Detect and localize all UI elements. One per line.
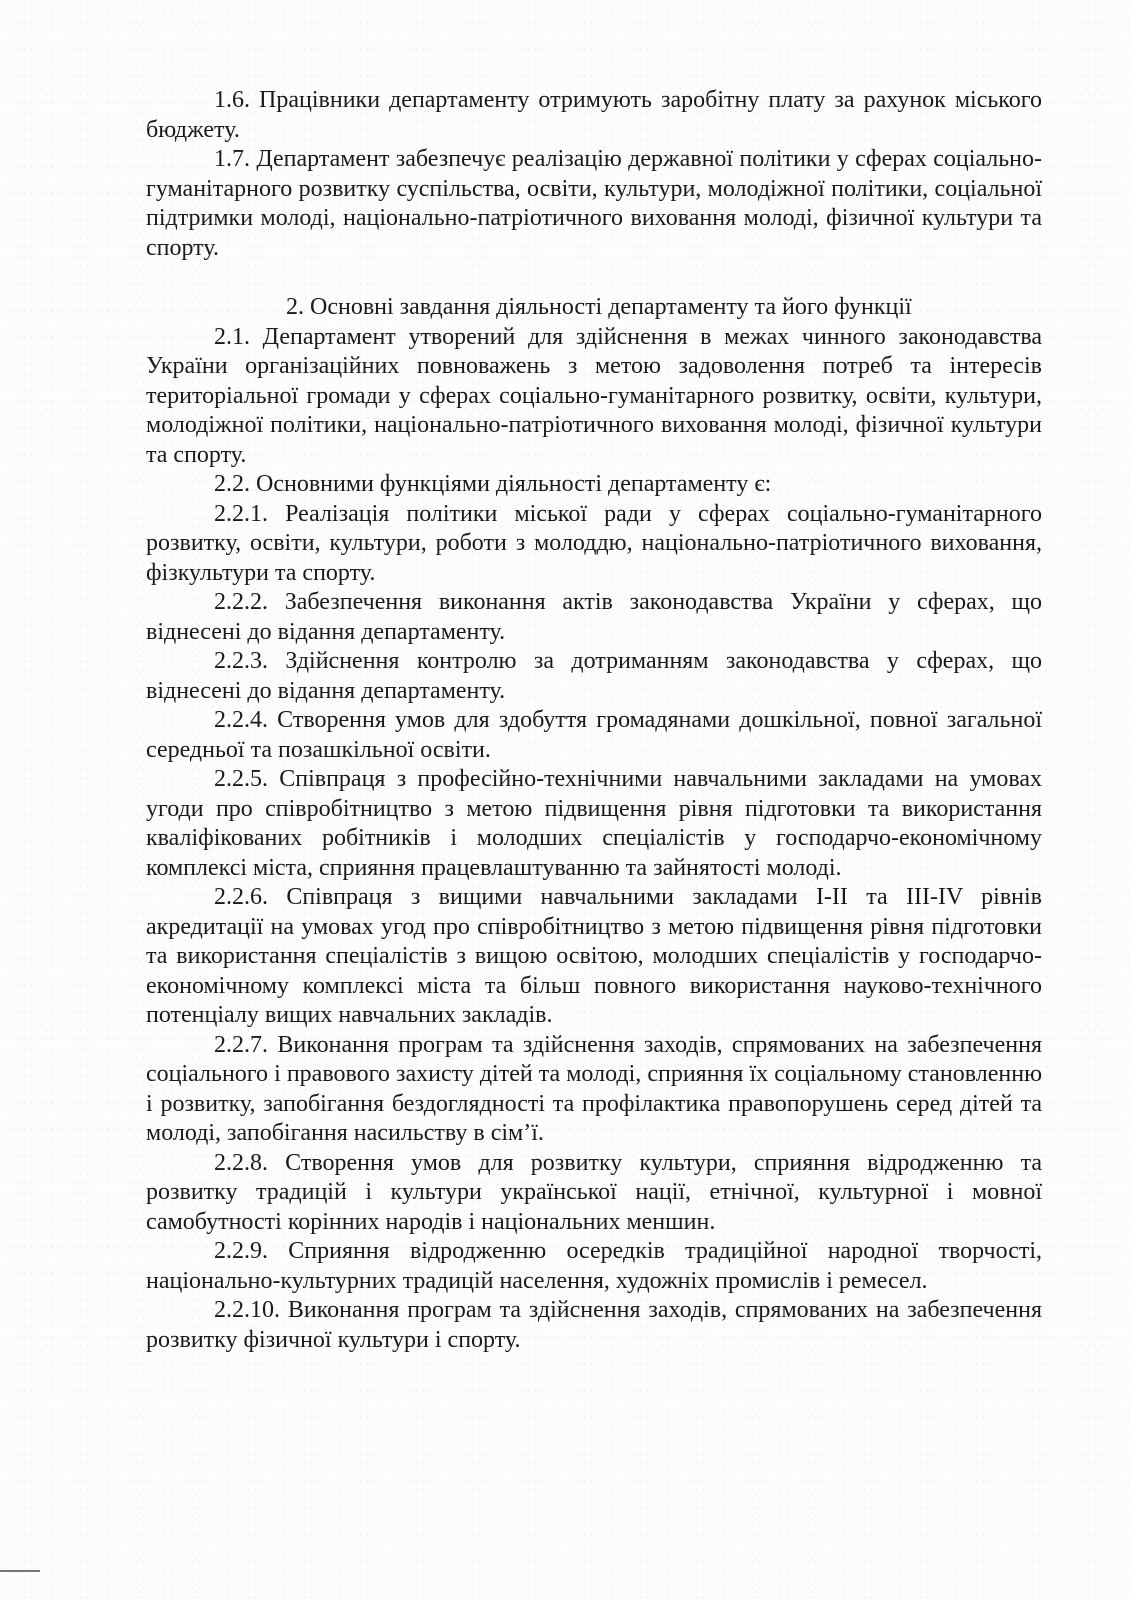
paragraph-2-2-5: 2.2.5. Співпраця з професійно-технічними навчальними закладами на умовах угоди про співробітництво з метою підвищення рівня підготовки та використання кваліфікованих робітників і молодших спеціалістів у господарчо-економічному комплексі міста, сприяння працевлаштуванню та зайнятості молоді. xyxy=(146,766,1042,881)
section-heading: 2. Основні завдання діяльності департаменту та його функції xyxy=(286,294,912,320)
paragraph-2-2-6: 2.2.6. Співпраця з вищими навчальними закладами І-ІІ та ІІІ-ІV рівнів акредитації на умовах угод про співробітництво з метою підвищення рівня підготовки та використання спеціалістів з вищою освітою, молодших спеціалістів у господарчо-економічному комплексі міста та більш повного використання науково-технічного потенціалу вищих навчальних закладів. xyxy=(146,884,1042,1028)
paragraph-2-2-3: 2.2.3. Здійснення контролю за дотриманням законодавства у сферах, що віднесені до відання департаменту. xyxy=(146,648,1042,704)
paragraph-2-2-8: 2.2.8. Створення умов для розвитку культури, сприяння відродженню та розвитку традицій і культури української нації, етнічної, культурної і мовної самобутності корінних народів і національних меншин. xyxy=(146,1149,1042,1235)
paragraph-2-2-7: 2.2.7. Виконання програм та здійснення заходів, спрямованих на забезпечення соціального і правового захисту дітей та молоді, сприяння їх соціальному становленню і розвитку, запобігання бездоглядності та профілактика правопорушень серед дітей та молоді, запобігання насильству в сім’ї. xyxy=(146,1031,1042,1146)
paragraph-2-2-2: 2.2.2. Забезпечення виконання актів законодавства України у сферах, що віднесені до відання департаменту. xyxy=(146,589,1042,645)
paragraph-2-2-4: 2.2.4. Створення умов для здобуття громадянами дошкільної, повної загальної середньої та позашкільної освіти. xyxy=(146,707,1042,763)
paragraph-1-7: 1.7. Департамент забезпечує реалізацію державної політики у сферах соціально-гуманітарного розвитку суспільства, освіти, культури, молодіжної політики, соціальної підтримки молоді, національно-патріотичного виховання молоді, фізичної культури та спорту. xyxy=(146,146,1042,261)
paragraph-2-2-9: 2.2.9. Сприяння відродженню осередків традиційної народної творчості, національно-культурних традицій населення, художніх промислів і ремесел. xyxy=(146,1238,1042,1294)
paragraph-2-1: 2.1. Департамент утворений для здійснення в межах чинного законодавства України організаційних повноважень з метою задоволення потреб та інтересів територіальної громади у сферах соціально-гуманітарного розвитку, освіти, культури, молодіжної політики, національно-патріотичного виховання молоді, фізичної культури та спорту. xyxy=(146,323,1042,468)
paragraph-1-6: 1.6. Працівники департаменту отримують заробітну плату за рахунок міського бюджету. xyxy=(146,87,1042,143)
document-body xyxy=(146,86,1042,1355)
scan-edge-mark xyxy=(0,1570,40,1572)
paragraph-2-2-1: 2.2.1. Реалізація політики міської ради у сферах соціально-гуманітарного розвитку, освіти, культури, роботи з молоддю, національно-патріотичного виховання, фізкультури та спорту. xyxy=(146,500,1042,586)
paragraph-2-2-10: 2.2.10. Виконання програм та здійснення заходів, спрямованих на забезпечення розвитку фізичної культури і спорту. xyxy=(146,1297,1042,1353)
paragraph-2-2: 2.2. Основними функціями діяльності департаменту є: xyxy=(214,471,772,497)
